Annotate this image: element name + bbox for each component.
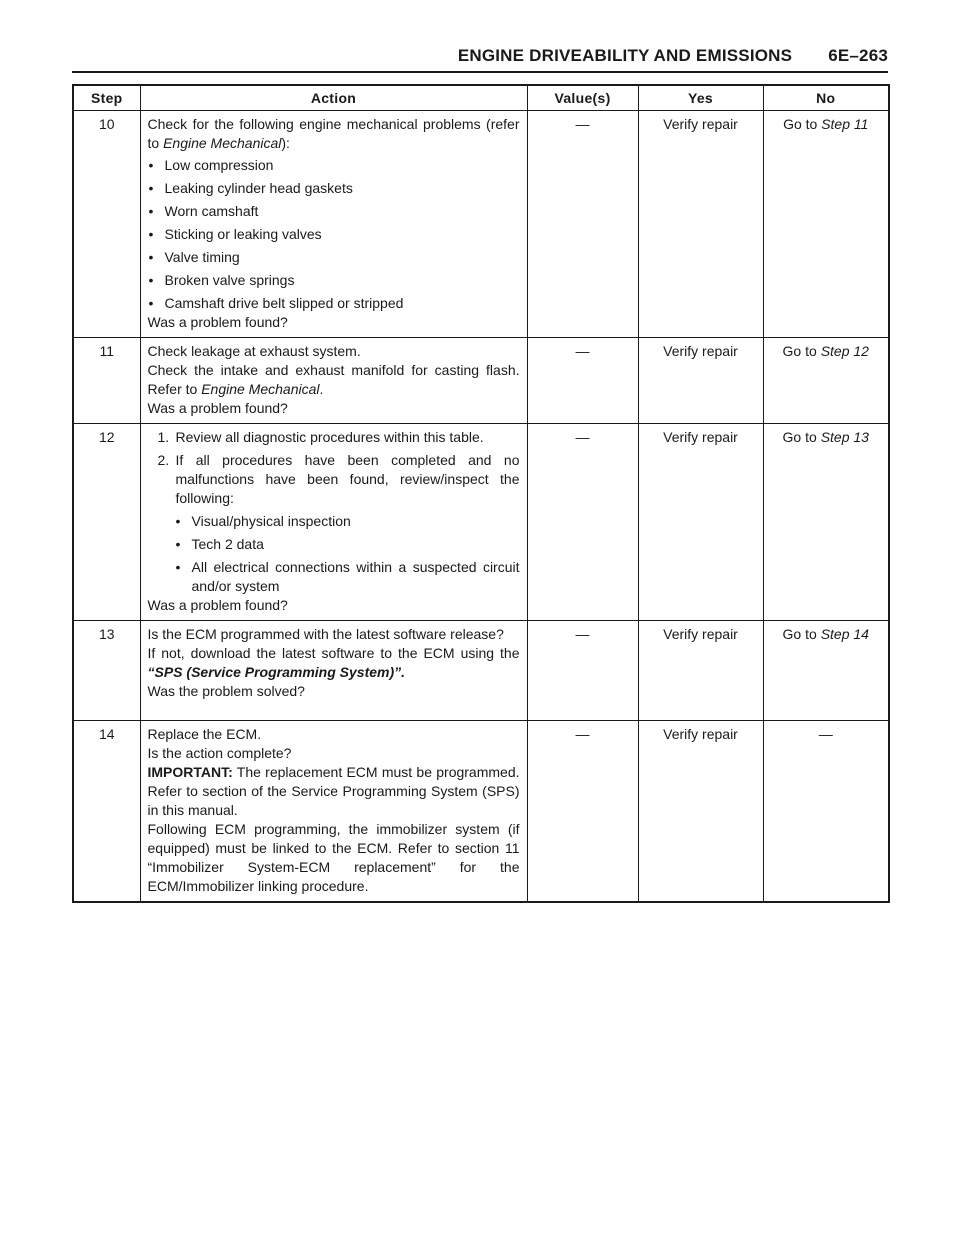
action-cell [140, 338, 527, 424]
no-cell: Go to Step 14 [763, 621, 889, 721]
header-rule [72, 71, 888, 73]
no-cell: Go to Step 12 [763, 338, 889, 424]
action-question: Is the action complete? [147, 745, 292, 761]
reference-link: Engine Mechanical [163, 135, 282, 151]
step-number: 14 [73, 721, 140, 903]
numbered-item: 1. Review all diagnostic procedures within this table. [157, 429, 484, 445]
list-item: • Leaking cylinder head gaskets [148, 180, 353, 196]
value-cell: — [527, 721, 638, 903]
list-item: • Worn camshaft [148, 203, 259, 219]
table-row [73, 111, 889, 338]
yes-cell: Verify repair [638, 338, 763, 424]
step-link[interactable]: Step 11 [821, 116, 869, 132]
yes-cell: Verify repair [638, 111, 763, 338]
action-intro: Check for the following engine mechanical problems (refer to Engine Mechanical): [147, 116, 520, 151]
yes-cell: Verify repair [638, 721, 763, 903]
table-row [73, 338, 889, 424]
value-cell: — [527, 111, 638, 338]
column-header-values: Value(s) [527, 85, 638, 111]
action-cell [140, 721, 527, 903]
list-item: • Tech 2 data [175, 536, 264, 552]
value-cell: — [527, 424, 638, 621]
action-text: Check leakage at exhaust system. [147, 343, 361, 359]
value-cell: — [527, 338, 638, 424]
action-text: Replace the ECM. [147, 726, 262, 742]
action-question: Was a problem found? [147, 597, 288, 613]
step-number: 12 [73, 424, 140, 621]
numbered-item: 2. If all procedures have been completed and no malfunctions have been found, review/inspect the following: [157, 452, 520, 506]
action-question: Was the problem solved? [147, 683, 305, 699]
action-question: Was a problem found? [147, 400, 288, 416]
step-number: 13 [73, 621, 140, 721]
reference-link: Engine Mechanical [201, 381, 320, 397]
action-cell [140, 621, 527, 721]
yes-cell: Verify repair [638, 424, 763, 621]
list-item: • Valve timing [148, 249, 240, 265]
reference-link: “SPS (Service Programming System)”. [147, 664, 406, 680]
no-cell: — [763, 721, 889, 903]
step-number: 10 [73, 111, 140, 338]
action-text: If not, download the latest software to the ECM using the “SPS (Service Programming System)”. [147, 645, 520, 680]
action-cell [140, 111, 527, 338]
no-cell: Go to Step 11 [763, 111, 889, 338]
table-row [73, 621, 889, 721]
column-header-yes: Yes [638, 85, 763, 111]
important-label: IMPORTANT: [147, 764, 233, 780]
step-number: 11 [73, 338, 140, 424]
list-item: • Broken valve springs [148, 272, 295, 288]
action-text: Check the intake and exhaust manifold for casting flash. Refer to Engine Mechanical. [147, 362, 520, 397]
yes-cell: Verify repair [638, 621, 763, 721]
table-header-row [73, 85, 889, 111]
action-cell [140, 424, 527, 621]
page-header [72, 46, 888, 70]
column-header-action: Action [140, 85, 527, 111]
column-header-no: No [763, 85, 889, 111]
list-item: • Visual/physical inspection [175, 513, 351, 529]
page-number: 6E–263 [828, 46, 888, 65]
step-link[interactable]: Step 13 [820, 429, 869, 445]
table-row [73, 424, 889, 621]
step-link[interactable]: Step 14 [820, 626, 869, 642]
no-cell: Go to Step 13 [763, 424, 889, 621]
list-item: • Camshaft drive belt slipped or stripped [148, 295, 404, 311]
table-row [73, 721, 889, 903]
list-item: • Sticking or leaking valves [148, 226, 322, 242]
diagnostic-table [72, 84, 890, 903]
important-note: IMPORTANT: The replacement ECM must be programmed. Refer to section of the Service Programming System (SPS) in this manual. [147, 764, 520, 818]
action-question: Was a problem found? [147, 314, 288, 330]
step-link[interactable]: Step 12 [820, 343, 869, 359]
list-item: • All electrical connections within a suspected circuit and/or system [175, 559, 520, 594]
value-cell: — [527, 621, 638, 721]
action-text: Following ECM programming, the immobilizer system (if equipped) must be linked to the ECM. Refer to section 11 “Immobilizer System-ECM replacement” for the ECM/Immobilizer linking procedure. [147, 821, 520, 894]
list-item: • Low compression [148, 157, 274, 173]
action-text: Is the ECM programmed with the latest software release? [147, 626, 504, 642]
section-title: ENGINE DRIVEABILITY AND EMISSIONS [457, 46, 793, 65]
column-header-step: Step [73, 85, 140, 111]
